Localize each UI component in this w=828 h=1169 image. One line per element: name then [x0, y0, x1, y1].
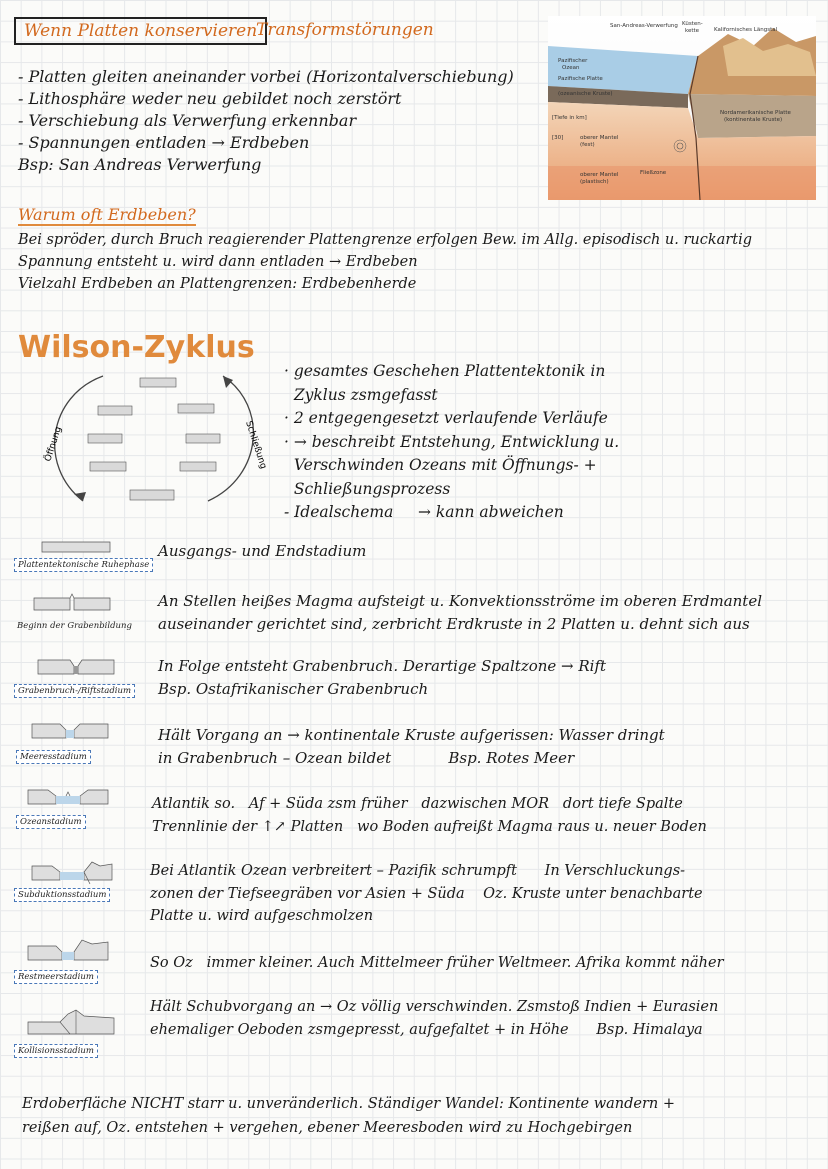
geo-label-tiefe: [Tiefe in km] — [552, 115, 587, 121]
stage-line: Trennlinie der ↑↗ Platten wo Boden aufreißt Magma raus u. neuer Boden — [152, 819, 707, 835]
geo-label-ozeanische-kruste: (ozeanische Kruste) — [558, 91, 613, 97]
stage-line: An Stellen heißes Magma aufsteigt u. Konvektionsströme im oberen Erdmantel — [158, 592, 762, 610]
conclusion — [22, 1092, 675, 1140]
stage-line: zonen der Tiefseegräben vor Asien + Süda Oz. Kruste unter benachbarte — [150, 885, 703, 902]
stage-label: Ozeanstadium — [16, 815, 86, 829]
stage-text — [158, 655, 606, 701]
earthquake-line: Vielzahl Erdbeben an Plattengrenzen: Erdbebenherde — [18, 276, 417, 292]
geo-label-nordamerikanische: Nordamerikanische Platte — [720, 110, 791, 116]
stage-line: Platte u. wird aufgeschmolzen — [150, 908, 374, 924]
transform-point: - Spannungen entladen → Erdbeben — [18, 133, 310, 152]
stage-icon — [26, 782, 110, 810]
transform-points — [18, 66, 514, 176]
transform-point: - Platten gleiten aneinander vorbei (Horizontalverschiebung) — [18, 67, 514, 86]
transform-point: - Lithosphäre weder neu gebildet noch zerstört — [18, 89, 402, 108]
stage-text — [150, 996, 718, 1042]
cycle-label-closing: Schließung — [243, 419, 269, 471]
geo-label-plastisch: (plastisch) — [580, 179, 609, 185]
cycle-label-opening: Öffnung — [43, 425, 65, 463]
wilson-note: · gesamtes Geschehen Plattentektonik in — [284, 362, 606, 380]
page-subtitle: Transformstörungen — [256, 20, 434, 40]
wilson-heading: Wilson-Zyklus — [18, 330, 255, 365]
stage-label: Plattentektonische Ruhephase — [14, 558, 153, 572]
page-title: Wenn Platten konservieren — [14, 17, 267, 45]
stage-text — [152, 793, 707, 839]
stage-label: Grabenbruch-/Riftstadium — [14, 684, 135, 698]
stage-label: Beginn der Grabenbildung — [17, 621, 132, 631]
geo-label-pazifische-platte: Pazifische Platte — [558, 76, 603, 82]
wilson-notes — [284, 360, 619, 525]
stage-line: Atlantik so. Af + Süda zsm früher dazwischen MOR dort tiefe Spalte — [152, 796, 683, 812]
stage-line: ehemaliger Oeboden zsmgepresst, aufgefaltet + in Höhe Bsp. Himalaya — [150, 1022, 703, 1038]
geo-label-kontinentale-kruste: (kontinentale Kruste) — [724, 117, 783, 123]
stage-label: Restmeerstadium — [14, 970, 98, 984]
geo-label-kette: kette — [685, 28, 700, 34]
geo-label-oberer-mantel-plast: oberer Mantel — [580, 172, 619, 178]
stage-icon — [32, 592, 112, 616]
wilson-cycle-diagram — [28, 366, 278, 516]
geo-label-laengstal: Kalifornisches Längstal — [714, 27, 778, 33]
san-andreas-cross-section — [548, 16, 816, 200]
stage-icon — [30, 716, 110, 744]
stage-label: Kollisionsstadium — [14, 1044, 98, 1058]
transform-point: - Verschiebung als Verwerfung erkennbar — [18, 111, 357, 130]
stage-line: auseinander gerichtet sind, zerbricht Erdkruste in 2 Platten u. dehnt sich aus — [158, 615, 750, 633]
transform-point: Bsp: San Andreas Verwerfung — [18, 155, 262, 174]
wilson-note: Schließungsprozess — [284, 479, 451, 498]
geo-label-pazifischer: Pazifischer — [558, 58, 588, 64]
earthquake-line: Bei spröder, durch Bruch reagierender Plattengrenze erfolgen Bew. im Allg. episodisch u. ruckartig — [18, 232, 752, 248]
geo-label-fest: (fest) — [580, 142, 595, 148]
earthquake-heading: Warum oft Erdbeben? — [18, 205, 196, 224]
wilson-note: Verschwinden Ozeans mit Öffnungs- + — [284, 456, 597, 474]
conclusion-line: Erdoberfläche NICHT starr u. unveränderlich. Ständiger Wandel: Kontinente wandern + — [22, 1096, 676, 1112]
geo-label-fliesszone: Fließzone — [640, 170, 667, 176]
stage-line: In Folge entsteht Grabenbruch. Derartige Spaltzone → Rift — [158, 657, 607, 675]
geo-label-kuesten: Küsten- — [682, 21, 703, 27]
geo-label-san-andreas: San-Andreas-Verwerfung — [610, 23, 678, 29]
stage-line: Bei Atlantik Ozean verbreitert – Pazifik schrumpft In Verschluckungs- — [150, 863, 686, 879]
stage-icon — [30, 856, 114, 886]
earthquake-line: Spannung entsteht u. wird dann entladen → Erdbeben — [18, 254, 418, 270]
wilson-note: - Idealschema → kann abweichen — [284, 503, 564, 521]
earthquake-text — [18, 229, 752, 295]
stage-icon — [26, 1008, 116, 1040]
stage-text — [150, 860, 703, 928]
stage-text — [158, 724, 665, 770]
stage-text — [150, 952, 724, 975]
stage-line: Bsp. Ostafrikanischer Grabenbruch — [158, 680, 429, 698]
stage-label: Subduktionsstadium — [14, 888, 110, 902]
geo-label-depth-30: [30] — [552, 135, 564, 141]
stage-line: Hält Vorgang an → kontinentale Kruste aufgerissen: Wasser dringt — [158, 726, 665, 744]
stage-icon — [36, 654, 116, 680]
wilson-note: · → beschreibt Entstehung, Entwicklung u. — [284, 432, 620, 451]
geo-label-ozean: Ozean — [562, 65, 580, 71]
stage-text — [158, 540, 366, 563]
wilson-note: Zyklus zsmgefasst — [284, 385, 438, 404]
conclusion-line: reißen auf, Oz. entstehen + vergehen, ebener Meeresboden wird zu Hochgebirgen — [22, 1120, 633, 1136]
stage-icon — [26, 936, 110, 966]
stage-line: Hält Schubvorgang an → Oz völlig verschwinden. Zsmstoß Indien + Eurasien — [150, 999, 719, 1015]
geo-label-oberer-mantel-fest: oberer Mantel — [580, 135, 619, 141]
stage-line: So Oz immer kleiner. Auch Mittelmeer früher Weltmeer. Afrika kommt näher — [150, 955, 724, 971]
stage-label: Meeresstadium — [16, 750, 91, 764]
wilson-note: · 2 entgegengesetzt verlaufende Verläufe — [284, 409, 608, 427]
stage-icon — [40, 536, 112, 556]
stage-line: Ausgangs- und Endstadium — [158, 542, 367, 560]
stage-line: in Grabenbruch – Ozean bildet Bsp. Rotes Meer — [158, 749, 575, 767]
stage-text — [158, 590, 762, 636]
